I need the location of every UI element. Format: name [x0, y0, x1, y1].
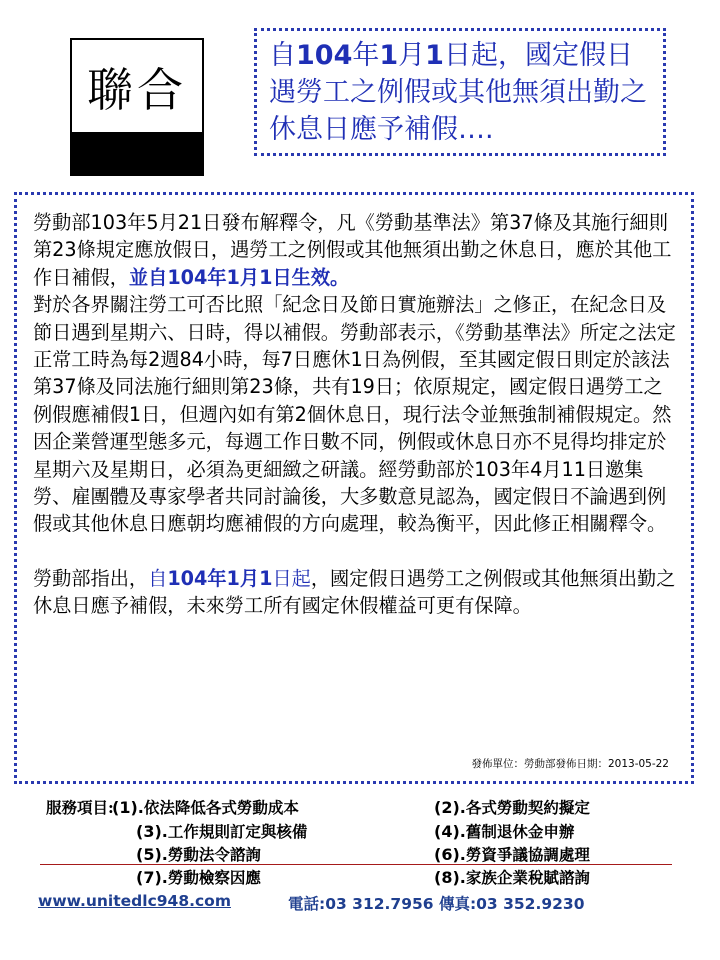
p3-blue-1: 自	[148, 566, 168, 590]
p3-rest: ，國定假日遇勞工之例假或其他無須出勤之休息日應予補假，未來勞工所有國定休假權益可更有保障。	[33, 566, 676, 618]
service-item-8	[434, 866, 590, 888]
headline-year: 104	[296, 40, 353, 71]
article-box	[14, 192, 694, 784]
headline-rest: 日起，國定假日遇勞工之例假或其他無須出勤之休息日應予補假….	[269, 40, 647, 145]
service-item-4	[434, 820, 574, 842]
p1-main: 勞動部103年5月21日發布解釋令，凡《勞動基準法》第37條及其施行細則第23條規定應放假日，遇勞工之例假或其他無須出勤之休息日，應於其他工作日補假，	[33, 211, 672, 289]
service-num: (6).	[434, 845, 466, 864]
services-list	[40, 796, 680, 888]
service-num: (2).	[434, 798, 466, 817]
p3-prefix: 勞動部指出，	[33, 566, 149, 590]
service-num: (4).	[434, 822, 466, 841]
service-item-7	[136, 866, 261, 888]
service-item-5	[136, 843, 261, 865]
p1-blue-prefix: 並自	[128, 265, 168, 289]
p3-date: 104年1月1	[167, 566, 273, 590]
service-num: (3).	[136, 822, 168, 841]
article-paragraph-1	[33, 209, 677, 291]
logo-bar	[70, 132, 204, 176]
services-label: 服務項目:	[46, 798, 114, 817]
phone-fax: 電話:03 312.7956 傳真:03 352.9230	[288, 895, 585, 913]
footer-contact	[38, 892, 678, 918]
service-item-1	[112, 796, 299, 818]
headline-day: 1	[425, 40, 444, 71]
article-paragraph-2: 對於各界關注勞工可否比照「紀念日及節日實施辦法」之修正，在紀念日及節日遇到星期六、日時，得以補假。勞動部表示，《勞動基準法》所定之法定正常工時為每2週84小時，每7日應休1日為例假，至其國定假日則定於該法第37條及同法施行細則第23條，共有19日；依原規定，國定假日遇勞工之例假應補假1日，但週內如有第2個休息日，現行法令並無強制補假規定。然因企業營運型態多元，每週工作日數不同，例假或休息日亦不見得均排定於星期六及星期日，必須為更細緻之研議。經勞動部於103年4月11日邀集勞、雇團體及專家學者共同討論後，大多數意見認為，國定假日不論遇到例假或其他休息日應朝均應補假的方向處理，較為衡平，因此修正相關釋令。	[33, 293, 676, 536]
logo-box	[70, 38, 204, 134]
service-text: 勞動法令諮詢	[167, 845, 261, 864]
service-text: 各式勞動契約擬定	[465, 798, 590, 817]
paragraph-gap	[33, 538, 677, 565]
publish-source: 發佈單位：勞動部發佈日期：2013-05-22	[471, 758, 669, 770]
logo-text: 聯合	[87, 63, 187, 117]
service-text: 依法降低各式勞動成本	[143, 798, 299, 817]
headline-month: 1	[379, 40, 399, 71]
headline-box	[254, 28, 666, 156]
headline-year-unit: 年	[352, 40, 380, 71]
service-item-3	[136, 820, 307, 842]
service-item-6	[434, 843, 590, 865]
service-num: (8).	[434, 868, 466, 887]
headline-month-unit: 月	[398, 40, 426, 71]
service-num: (7).	[136, 868, 168, 887]
article-paragraph-3	[33, 565, 677, 620]
headline-prefix: 自	[269, 40, 296, 71]
service-text: 家族企業稅賦諮詢	[465, 868, 590, 887]
service-num: (1).	[112, 798, 144, 817]
website-link[interactable]: www.unitedlc948.com	[38, 892, 231, 910]
service-item-2	[434, 796, 590, 818]
service-text: 工作規則訂定與核備	[167, 822, 308, 841]
divider-line	[40, 864, 672, 865]
logo	[70, 38, 204, 176]
service-num: (5).	[136, 845, 168, 864]
service-text: 舊制退休金申辦	[465, 822, 575, 841]
p1-effective-date: 104年1月1日生效。	[167, 265, 350, 289]
headline-text	[269, 37, 651, 148]
service-text: 勞動檢察因應	[167, 868, 261, 887]
p3-blue-2: 日起	[272, 566, 311, 590]
service-text: 勞資爭議協調處理	[465, 845, 590, 864]
